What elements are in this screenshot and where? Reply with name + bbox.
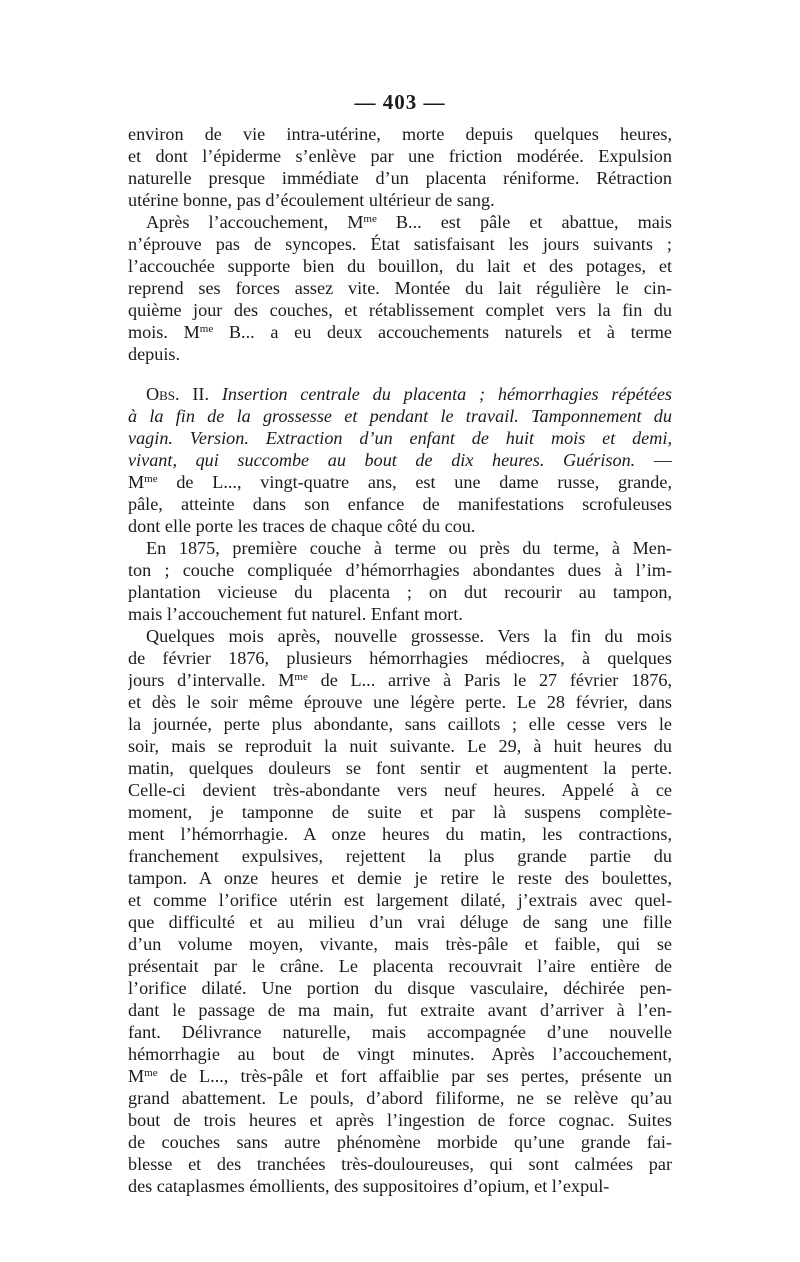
observation-2-paragraph <box>128 383 672 537</box>
text-line: de février 1876, plusieurs hémorrhagies médiocres, à quelques <box>128 648 672 668</box>
text-line: ton ; couche compliquée d’hémorrhagies abondantes dues à l’im- <box>128 560 672 580</box>
text-line: tampon. A onze heures et demie je retire le reste des boulettes, <box>128 868 672 888</box>
observation-label: Obs. <box>146 384 193 404</box>
text-line: $M^{me}$ de L..., vingt-quatre ans, est une dame russe, grande, <box>128 472 672 492</box>
text-line: plantation vicieuse du placenta ; on dut recourir au tampon, <box>128 582 672 602</box>
text-line: et dont l’épiderme s’enlève par une friction modérée. Expulsion <box>128 146 672 166</box>
text-line: utérine bonne, pas d’écoulement ultérieur de sang. <box>128 190 495 210</box>
text-line: reprend ses forces assez vite. Montée du lait régulière le cin- <box>128 278 672 298</box>
book-page <box>128 86 672 1236</box>
text-line: de couches sans autre phénomène morbide qu’une grande fai- <box>128 1132 672 1152</box>
text-line: et comme l’orifice utérin est largement dilaté, j’extrais avec quel- <box>128 890 672 910</box>
text-line: vagin. Version. Extraction d’un enfant de huit mois et demi, <box>128 428 672 448</box>
text-line: la journée, perte plus abondante, sans caillots ; elle cesse vers le <box>128 714 672 734</box>
text-line: Celle-ci devient très-abondante vers neuf heures. Appelé à ce <box>128 780 672 800</box>
text-line: des cataplasmes émollients, des suppositoires d’opium, et l’expul- <box>128 1176 610 1196</box>
observation-number: II. <box>192 384 222 404</box>
text-line: n’éprouve pas de syncopes. État satisfaisant les jours suivants ; <box>128 234 672 254</box>
text-line: et dès le soir même éprouve une légère perte. Le 28 février, dans <box>128 692 672 712</box>
text-line: fant. Délivrance naturelle, mais accompagnée d’une nouvelle <box>128 1022 672 1042</box>
text-line: jours d’intervalle. $M^{me}$ de L... arrive à Paris le 27 février 1876, <box>128 670 672 690</box>
paragraph-gap <box>128 365 672 383</box>
text-line: matin, quelques douleurs se font sentir et augmentent la perte. <box>128 758 672 778</box>
observation-title: Insertion centrale du placenta ; hémorrhagies répétées <box>221 384 672 404</box>
text-line: naturelle presque immédiate d’un placenta réniforme. Rétraction <box>128 168 672 188</box>
text-line: mois. $M^{me}$ B... a eu deux accouchements naturels et à terme <box>128 322 672 342</box>
text-line: Quelques mois après, nouvelle grossesse. Vers la fin du mois <box>146 626 672 646</box>
text-line: depuis. <box>128 344 181 364</box>
text-line: environ de vie intra-utérine, morte depuis quelques heures, <box>128 124 672 144</box>
text-line: Après l’accouchement, $M^{me}$ B... est pâle et abattue, mais <box>146 212 672 232</box>
text-line: En 1875, première couche à terme ou près du terme, à Men- <box>146 538 672 558</box>
text-line: quième jour des couches, et rétablissement complet vers la fin du <box>128 300 672 320</box>
page-number: — 403 — <box>354 90 446 114</box>
text-line: à la fin de la grossesse et pendant le travail. Tamponnement du <box>128 406 672 426</box>
text-line: mais l’accouchement fut naturel. Enfant mort. <box>128 604 463 624</box>
paragraph-5 <box>128 625 672 1197</box>
text-line: ment l’hémorrhagie. A onze heures du matin, les contractions, <box>128 824 672 844</box>
text-line: soir, mais se reproduit la nuit suivante. Le 29, à huit heures du <box>128 736 672 756</box>
text-line: d’un volume moyen, vivante, mais très-pâle et faible, qui se <box>128 934 672 954</box>
text-line: hémorrhagie au bout de vingt minutes. Après l’accouchement, <box>128 1044 672 1064</box>
text-line: moment, je tamponne de suite et par là suspens complète- <box>128 802 672 822</box>
text-line <box>128 383 672 405</box>
text-line: dont elle porte les traces de chaque côté du cou. <box>128 516 476 536</box>
paragraph-4 <box>128 537 672 625</box>
text-line: blesse et des tranchées très-douloureuses, qui sont calmées par <box>128 1154 672 1174</box>
text-line: pâle, atteinte dans son enfance de manifestations scrofuleuses <box>128 494 672 514</box>
paragraph-1 <box>128 123 672 211</box>
text-line: dant le passage de ma main, fut extraite avant d’arriver à l’en- <box>128 1000 672 1020</box>
text-line: grand abattement. Le pouls, d’abord filiforme, ne se relève qu’au <box>128 1088 672 1108</box>
text-line: vivant, qui succombe au bout de dix heures. Guérison. — <box>128 450 672 470</box>
text-line: franchement expulsives, rejettent la plus grande partie du <box>128 846 672 866</box>
text-line: bout de trois heures et après l’ingestion de force cognac. Suites <box>128 1110 672 1130</box>
paragraph-2 <box>128 211 672 365</box>
text-line: présentait par le crâne. Le placenta recouvrait l’aire entière de <box>128 956 672 976</box>
text-line: $M^{me}$ de L..., très-pâle et fort affaiblie par ses pertes, présente un <box>128 1066 672 1086</box>
text-line: l’orifice dilaté. Une portion du disque vasculaire, déchirée pen- <box>128 978 672 998</box>
text-line: que difficulté et au milieu d’un vrai déluge de sang une fille <box>128 912 672 932</box>
text-line: l’accouchée supporte bien du bouillon, du lait et des potages, et <box>128 256 672 276</box>
